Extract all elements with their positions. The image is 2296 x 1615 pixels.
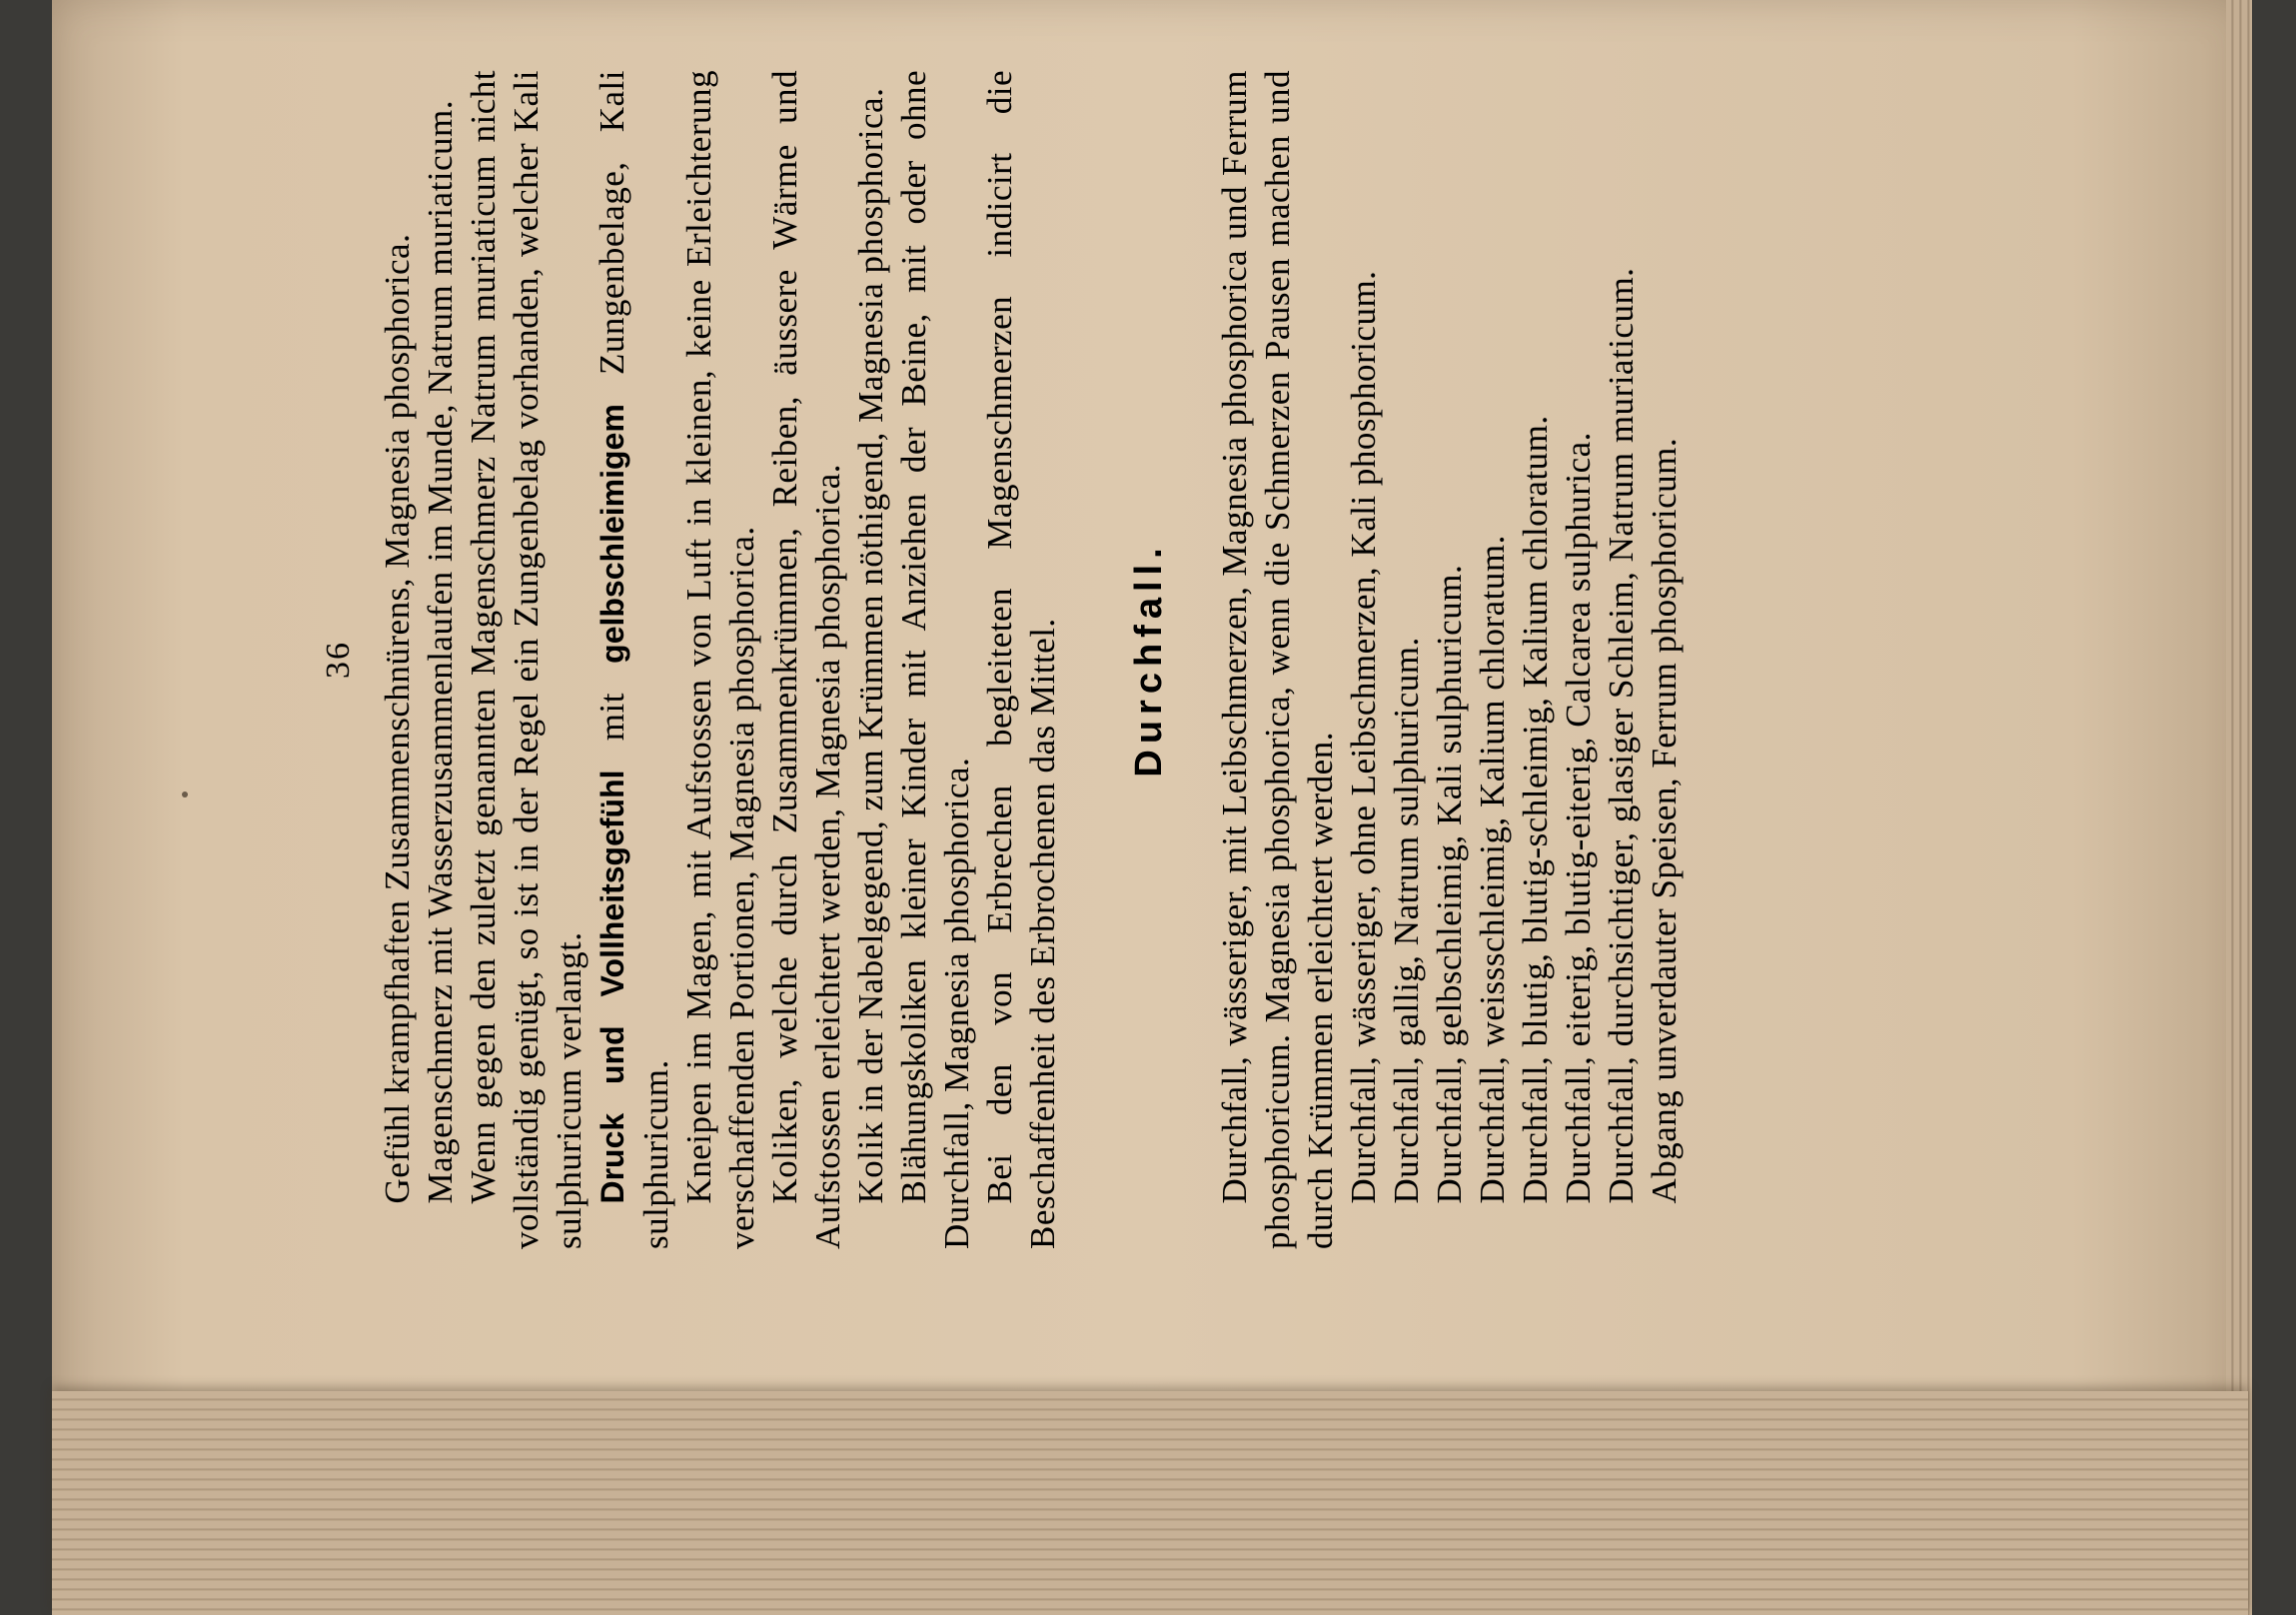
- section-paragraph-2: Durchfall, wässeriger, ohne Leibschmerzen, Kali phosphoricum.: [1344, 270, 1383, 1204]
- paragraph-druck: [590, 70, 677, 1249]
- list-item: Durchfall, eiterig, blutig-eiterig, Calcarea sulphurica.: [1559, 432, 1598, 1204]
- paragraph-7: Blähungskoliken kleiner Kinder mit Anziehen der Beine, mit oder ohne Durchfall, Magnesia phosphorica.: [894, 70, 976, 1249]
- ink-speck: [182, 792, 188, 798]
- list-item: Durchfall, gelbschleimig, Kali sulphuricum.: [1430, 564, 1469, 1204]
- paragraph-3: Wenn gegen den zuletzt genannten Magenschmerz Natrum muriaticum nicht vollständig genügt, so ist in der Regel ein Zungenbelag vorhanden, welcher Kali sulphuricum verlangt.: [464, 70, 588, 1249]
- list-item: Durchfall, gallig, Natrum sulphuricum.: [1387, 637, 1426, 1204]
- page-text-block: [320, 70, 2258, 1249]
- paragraph-5: Koliken, welche durch Zusammenkrümmen, Reiben, äussere Wärme und Aufstossen erleichtert werden, Magnesia phosphorica.: [765, 70, 847, 1249]
- section-title: Durchfall.: [1128, 542, 1170, 778]
- list-item: Durchfall, blutig, blutig-schleimig, Kalium chloratum.: [1516, 415, 1555, 1204]
- last-paragraph: Abgang unverdauter Speisen, Ferrum phosphoricum.: [1645, 437, 1684, 1204]
- paragraph-4: Kneipen im Magen, mit Aufstossen von Luft in kleinen, keine Erleichterung verschaffenden Portionen, Magnesia phosphorica.: [679, 70, 761, 1249]
- section-paragraph-1: Durchfall, wässeriger, mit Leibschmerzen, Magnesia phosphorica und Ferrum phosphoricum. Magnesia phosphorica, wenn die Schmerzen Pausen machen und durch Krümmen erleichtert werden.: [1215, 70, 1340, 1249]
- druck-mid: mit: [592, 663, 631, 771]
- paragraph-8: Bei den von Erbrechen begleiteten Magenschmerzen indicirt die Beschaffenheit des Erbrochenen das Mittel.: [980, 70, 1062, 1249]
- list-item: Durchfall, durchsichtiger, glasiger Schleim, Natrum muriaticum.: [1602, 267, 1641, 1204]
- druck-rest: Zungenbelage, Kali sulphuricum.: [592, 70, 675, 1249]
- bold-term-gelbschleimig: gelbschleimigem: [594, 404, 630, 664]
- list-item: Durchfall, weissschleimig, Kalium chloratum.: [1473, 535, 1512, 1204]
- page-edge-bottom: [52, 1391, 2248, 1615]
- paragraph-6: Kolik in der Nabelgegend, zum Krümmen nöthigend, Magnesia phosphorica.: [851, 87, 890, 1204]
- paragraph-2: Magenschmerz mit Wasserzusammenlaufen im Munde, Natrum muriaticum.: [421, 99, 460, 1204]
- paragraph-1: Gefühl krampfhaften Zusammenschnürens, Magnesia phosphorica.: [378, 233, 417, 1204]
- page-number: 36: [320, 641, 357, 679]
- bold-term-druck: Druck und Vollheitsgefühl: [594, 770, 630, 1204]
